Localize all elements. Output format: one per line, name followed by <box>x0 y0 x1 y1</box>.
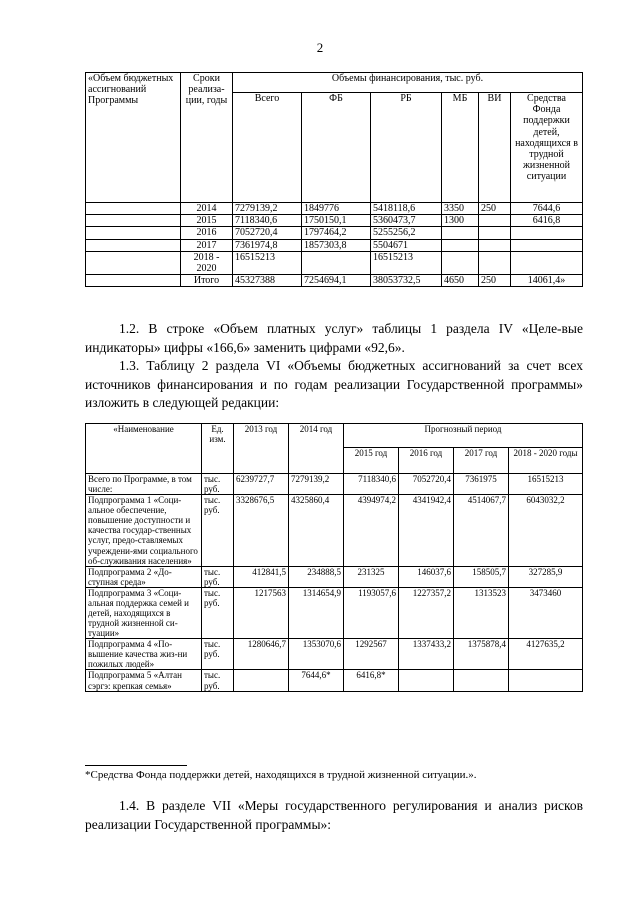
table-cell: 250 <box>479 275 511 287</box>
table-cell: 1797464,2 <box>302 227 371 239</box>
table-row <box>86 215 583 227</box>
table-cell: 7118340,6 <box>233 215 302 227</box>
table-cell: 7052720,4 <box>233 227 302 239</box>
table-cell: 1857303,8 <box>302 239 371 251</box>
table-cell: 1292567 <box>344 639 399 670</box>
table-cell: 2015 <box>181 215 233 227</box>
budget-allocations-table <box>85 423 583 692</box>
table-cell: 1375878,4 <box>454 639 509 670</box>
table-cell: 2017 <box>181 239 233 251</box>
t2-header-2018: 2018 - 2020 годы <box>509 448 583 474</box>
t1-header-name: «Объем бюджетных ассигнований Программы <box>86 73 181 203</box>
table-row <box>86 587 583 638</box>
table-cell <box>479 251 511 274</box>
table-cell: 5360473,7 <box>371 215 442 227</box>
table-cell <box>479 239 511 251</box>
table-cell <box>479 215 511 227</box>
page-number: 2 <box>316 40 324 55</box>
t2-header-unit: Ед. изм. <box>202 424 234 474</box>
table-cell: 2016 <box>181 227 233 239</box>
table-cell <box>442 227 479 239</box>
table-cell: Подпрограмма 4 «По-вышение качества жиз-ни пожилых людей» <box>86 639 202 670</box>
t2-header-2017: 2017 год <box>454 448 509 474</box>
table-cell: тыс. руб. <box>202 670 234 691</box>
table-cell: Итого <box>181 275 233 287</box>
table-cell <box>442 239 479 251</box>
t2-header-2013: 2013 год <box>234 424 289 474</box>
table-cell: 1300 <box>442 215 479 227</box>
table-cell: 4127635,2 <box>509 639 583 670</box>
table-cell: 1314654,9 <box>289 587 344 638</box>
table-cell: тыс. руб. <box>202 587 234 638</box>
table-cell: 4325860,4 <box>289 495 344 567</box>
table-cell: Подпрограмма 5 «Алтан сэргэ: крепкая семья» <box>86 670 202 691</box>
table-cell: 7052720,4 <box>399 474 454 495</box>
t1-subheader: Средства Фонда поддержки детей, находящихся в трудной жизненной ситуации <box>511 93 583 203</box>
table-row <box>86 203 583 215</box>
table-row <box>86 670 583 691</box>
table-cell: 5504671 <box>371 239 442 251</box>
table-cell: 1337433,2 <box>399 639 454 670</box>
table-cell: 4341942,4 <box>399 495 454 567</box>
table-cell: 234888,5 <box>289 566 344 587</box>
t2-header-2015: 2015 год <box>344 448 399 474</box>
table-cell: 1353070,6 <box>289 639 344 670</box>
table-cell: 1849776 <box>302 203 371 215</box>
t1-header-terms: Сроки реализа-ции, годы <box>181 73 233 203</box>
table-cell: 7279139,2 <box>289 474 344 495</box>
table-cell: 16515213 <box>371 251 442 274</box>
paragraph-1-4: 1.4. В разделе VII «Меры государственного регулирования и анализ рисков реализации Государственной программы»: <box>85 798 583 832</box>
table-cell: 158505,7 <box>454 566 509 587</box>
t1-subheader: Всего <box>233 93 302 203</box>
table-row <box>86 275 583 287</box>
table-cell <box>302 251 371 274</box>
table-cell: 7361975 <box>454 474 509 495</box>
paragraph-1-3: 1.3. Таблицу 2 раздела VI «Объемы бюджетных ассигнований за счет всех источников финансирования и по годам реализации Государственной программы» изложить в следующей редакции: <box>85 358 583 410</box>
table-cell: 1227357,2 <box>399 587 454 638</box>
table-cell: 7644,6 <box>511 203 583 215</box>
table-cell: 5418118,6 <box>371 203 442 215</box>
table-cell: 3350 <box>442 203 479 215</box>
t1-subheader: ВИ <box>479 93 511 203</box>
table-cell: 250 <box>479 203 511 215</box>
table-cell: 1193057,6 <box>344 587 399 638</box>
table-cell <box>442 251 479 274</box>
t2-header-name: «Наименование <box>86 424 202 474</box>
footnote: *Средства Фонда поддержки детей, находящихся в трудной жизненной ситуации.». <box>85 769 477 781</box>
footnote-separator <box>85 765 187 766</box>
table-row <box>86 251 583 274</box>
table-row <box>86 566 583 587</box>
t2-header-forecast: Прогнозный период <box>344 424 583 448</box>
table-cell: 4650 <box>442 275 479 287</box>
table-cell: 7644,6* <box>289 670 344 691</box>
table-cell: 4514067,7 <box>454 495 509 567</box>
t2-header-2016: 2016 год <box>399 448 454 474</box>
table-cell: 2014 <box>181 203 233 215</box>
table-cell: 3328676,5 <box>234 495 289 567</box>
table-row <box>86 639 583 670</box>
table-cell: Подпрограмма 2 «До-ступная среда» <box>86 566 202 587</box>
table-cell: 1313523 <box>454 587 509 638</box>
table-cell: тыс. руб. <box>202 566 234 587</box>
paragraph-1-2: 1.2. В строке «Объем платных услуг» таблицы 1 раздела IV «Целе-вые индикаторы» цифры «166,6» заменить цифрами «92,6». <box>85 321 583 355</box>
table-cell: 2018 - 2020 <box>181 251 233 274</box>
table-cell: Подпрограмма 1 «Соци-альное обеспечение, повышение доступности и качества государ-ственных услуг, предо-ставляемых учреждени-ями социального об-служивания населения» <box>86 495 202 567</box>
t2-header-2014: 2014 год <box>289 424 344 474</box>
table-cell <box>399 670 454 691</box>
table-cell <box>511 251 583 274</box>
table-cell: 1280646,7 <box>234 639 289 670</box>
table-cell: 1217563 <box>234 587 289 638</box>
table-cell <box>511 239 583 251</box>
table-row <box>86 495 583 567</box>
table-cell: 7279139,2 <box>233 203 302 215</box>
table-cell <box>454 670 509 691</box>
table-cell: 327285,9 <box>509 566 583 587</box>
table-row <box>86 227 583 239</box>
financing-table <box>85 72 583 287</box>
table-cell: 3473460 <box>509 587 583 638</box>
t1-subheader: РБ <box>371 93 442 203</box>
t1-subheader: МБ <box>442 93 479 203</box>
table-cell: 1750150,1 <box>302 215 371 227</box>
table-cell: 16515213 <box>233 251 302 274</box>
table-cell: 5255256,2 <box>371 227 442 239</box>
table-cell: 6043032,2 <box>509 495 583 567</box>
t1-header-volumes: Объемы финансирования, тыс. руб. <box>233 73 583 93</box>
table-row <box>86 239 583 251</box>
table-cell: 6416,8 <box>511 215 583 227</box>
table-cell: тыс. руб. <box>202 639 234 670</box>
table-cell: тыс. руб. <box>202 474 234 495</box>
table-cell: 7254694,1 <box>302 275 371 287</box>
table-cell: тыс. руб. <box>202 495 234 567</box>
table-cell: 231325 <box>344 566 399 587</box>
table-cell <box>511 227 583 239</box>
table-cell: 6416,8* <box>344 670 399 691</box>
table-cell: 7361974,8 <box>233 239 302 251</box>
table-row <box>86 474 583 495</box>
table-cell: 7118340,6 <box>344 474 399 495</box>
table-cell <box>479 227 511 239</box>
table-cell: 412841,5 <box>234 566 289 587</box>
table-cell: Всего по Программе, в том числе: <box>86 474 202 495</box>
table-cell: 16515213 <box>509 474 583 495</box>
table-cell <box>234 670 289 691</box>
t1-subheader: ФБ <box>302 93 371 203</box>
table-cell: 146037,6 <box>399 566 454 587</box>
table-cell: 45327388 <box>233 275 302 287</box>
table-cell: 14061,4» <box>511 275 583 287</box>
table-cell: 4394974,2 <box>344 495 399 567</box>
table-cell <box>509 670 583 691</box>
table-cell: 6239727,7 <box>234 474 289 495</box>
table-cell: Подпрограмма 3 «Соци-альная поддержка семей и детей, находящихся в трудной жизненной си-туации» <box>86 587 202 638</box>
table-cell: 38053732,5 <box>371 275 442 287</box>
